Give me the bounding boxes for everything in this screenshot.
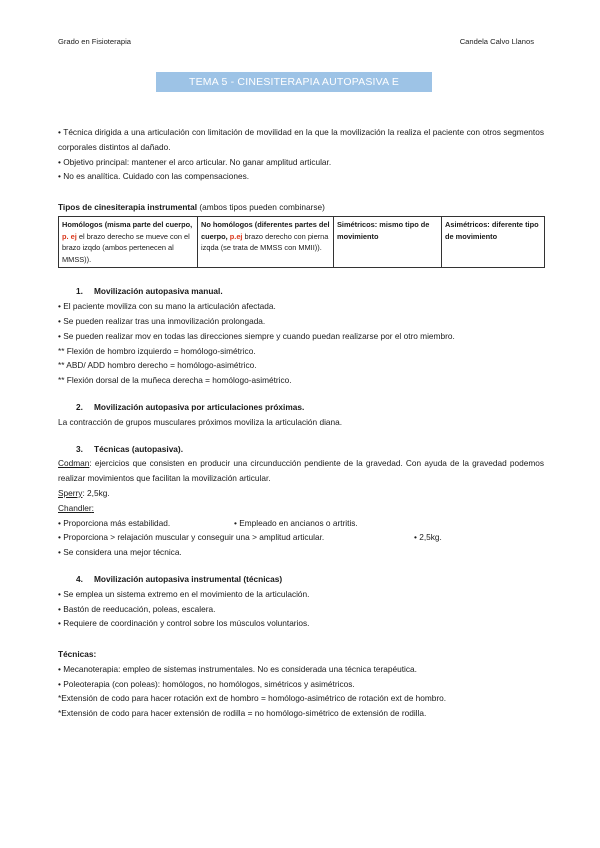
section-4-heading: [58, 572, 544, 587]
section-number: 1.: [76, 286, 83, 297]
cell-example: p. ej: [62, 231, 77, 241]
intro-bullet-2: • Objetivo principal: mantener el arco articular. No ganar amplitud articular.: [58, 156, 332, 167]
chandler-label: Chandler: [58, 502, 92, 513]
section-title-note: (técnicas): [241, 573, 283, 584]
section-1-heading: [58, 284, 544, 299]
section-3-heading: [58, 442, 544, 457]
list-item: ** ABD/ ADD hombro derecho = homólogo-asimétrico.: [58, 360, 257, 371]
list-item: ** Flexión de hombro izquierdo = homólogo-simétrico.: [58, 345, 256, 356]
section-title: Movilización autopasiva por articulaciones próximas.: [94, 401, 305, 412]
section-title: Movilización autopasiva instrumental: [94, 573, 242, 584]
table-cell-no-homologos: [198, 216, 334, 267]
list-item: • Poleoterapia (con poleas): homólogos, no homólogos, simétricos y asimétricos.: [58, 678, 355, 689]
list-item: • El paciente moviliza con su mano la articulación afectada.: [58, 301, 276, 312]
list-item: ** Flexión dorsal de la muñeca derecha = homólogo-asimétrico.: [58, 375, 292, 386]
sperry-text: : 2,5kg.: [82, 487, 110, 498]
chandler-line: [58, 501, 544, 516]
techniques-label: Técnicas:: [58, 649, 97, 660]
list-item: *Extensión de codo para hacer extensión de rodilla = no homólogo-simétrico de extensión de rodilla.: [58, 708, 427, 719]
list-item: • 2,5kg.: [414, 532, 442, 543]
section-title: Técnicas (autopasiva).: [94, 443, 183, 454]
section-number: 3.: [76, 443, 83, 454]
section-2-heading: [58, 400, 544, 415]
section-number: 2.: [76, 401, 83, 412]
header-right: Candela Calvo Llanos: [459, 37, 534, 46]
list-item: • Se pueden realizar mov en todas las direcciones siempre y cuando puedan realizarse por el otro miembro.: [58, 330, 455, 341]
section-title: Movilización autopasiva manual.: [94, 286, 223, 297]
page-title: TEMA 5 - CINESITERAPIA AUTOPASIVA E INSTRUMENTAL: [156, 72, 432, 92]
sperry-line: [58, 486, 544, 501]
intro-bullet-3: • No es analítica. Cuidado con las compensaciones.: [58, 171, 250, 182]
list-item: • Proporciona > relajación muscular y conseguir una > amplitud articular.: [58, 532, 325, 543]
list-item: • Bastón de reeducación, poleas, escalera.: [58, 603, 216, 614]
codman-text: : ejercicios que consisten en producir una circunducción pendiente de la gravedad. Con ayuda de la gravedad podemos realizar movimientos que facilitan la movilización articular.: [58, 458, 544, 484]
intro-bullet-1: • Técnica dirigida a una articulación con limitación de movilidad en la que la movilización la realiza el paciente con otros segmentos corporales distintos al dañado.: [58, 127, 544, 152]
list-item: • Empleado en ancianos o artritis.: [234, 517, 358, 528]
chandler-row-1: [58, 516, 544, 531]
chandler-colon: :: [91, 502, 94, 513]
table-cell-simetricos: [334, 216, 442, 267]
table-title: [58, 200, 544, 215]
section-2-text: La contracción de grupos musculares próximos moviliza la articulación diana.: [58, 416, 343, 427]
chandler-row-3: • Se considera una mejor técnica.: [58, 547, 182, 558]
table-row: [59, 216, 545, 267]
section-number: 4.: [76, 573, 83, 584]
document-body: [58, 125, 544, 721]
codman-label: Codman: [58, 458, 90, 469]
table-cell-asimetricos: [442, 216, 545, 267]
table-title-note: (ambos tipos pueden combinarse): [197, 202, 325, 213]
list-item: • Se pueden realizar tras una inmovilización prolongada.: [58, 315, 266, 326]
cell-bold: Homólogos (misma parte del cuerpo,: [62, 219, 193, 229]
cell-example: p.ej: [227, 231, 243, 241]
cell-bold: Simétricos: mismo tipo de movimiento: [337, 219, 430, 241]
list-item: *Extensión de codo para hacer rotación ext de hombro = homólogo-asimétrico de rotación ext de hombro.: [58, 693, 447, 704]
sperry-label: Sperry: [58, 487, 83, 498]
header-left: Grado en Fisioterapia: [58, 37, 132, 46]
table-title-bold: Tipos de cinesiterapia instrumental: [58, 202, 198, 213]
list-item: • Mecanoterapia: empleo de sistemas instrumentales. No es considerada una técnica terapéutica.: [58, 663, 417, 674]
list-item: • Requiere de coordinación y control sobre los músculos voluntarios.: [58, 618, 310, 629]
cell-rest: brazo derecho con pierna izqda (se trata de MMSS con MMII)).: [201, 231, 329, 253]
types-table: [58, 216, 545, 268]
chandler-row-2: [58, 530, 544, 545]
cell-bold: No homólogos (diferentes partes del cuerpo,: [201, 219, 330, 241]
list-item: • Se emplea un sistema extremo en el movimiento de la articulación.: [58, 588, 310, 599]
cell-rest: el brazo derecho se mueve con el brazo izqdo (ambos pertenecen al MMSS)).: [62, 231, 190, 264]
cell-bold: Asimétricos: diferente tipo de movimiento: [445, 219, 539, 241]
table-cell-homologos: [59, 216, 198, 267]
list-item: • Proporciona más estabilidad.: [58, 517, 171, 528]
codman-paragraph: [58, 456, 544, 486]
